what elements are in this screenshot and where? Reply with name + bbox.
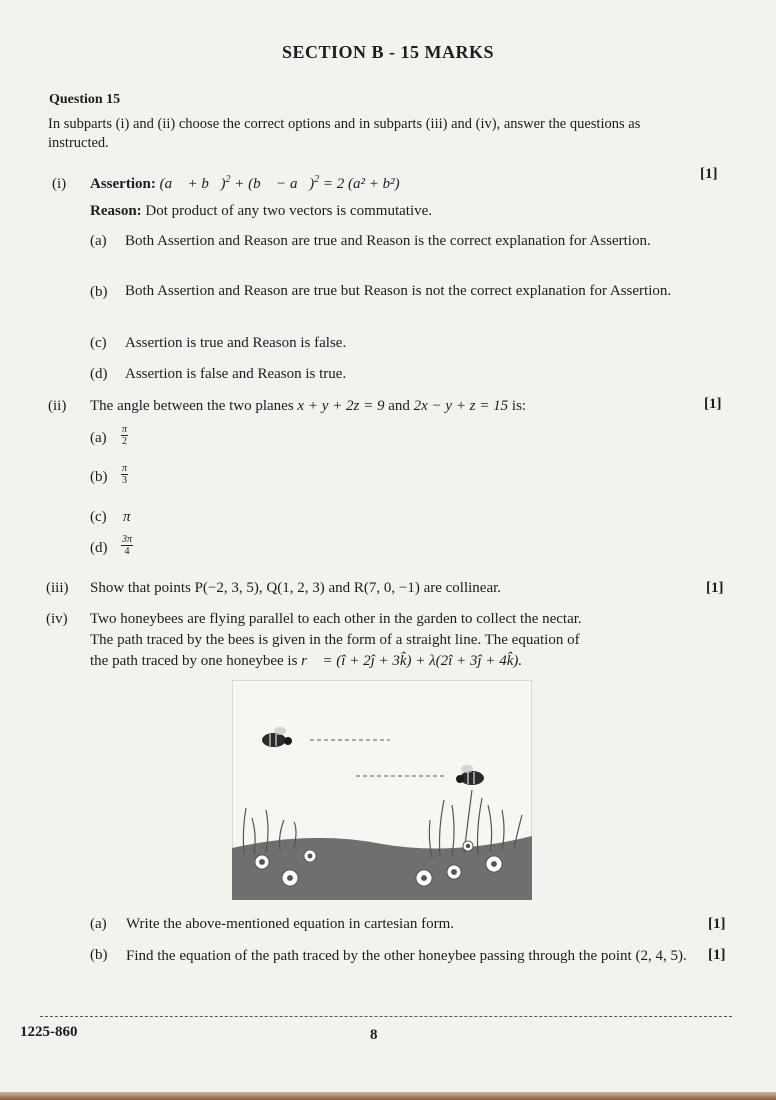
option-letter: (d) — [90, 540, 108, 556]
option-fraction: $\frac{\pi}{3}$ — [122, 463, 128, 486]
plane-1-equation: x + y + 2z = 9 — [297, 398, 385, 414]
option-letter: (b) — [90, 469, 108, 485]
part-iii-marks: [1] — [706, 580, 724, 596]
part-iv-text: the path traced by one honeybee is — [90, 653, 302, 669]
sub-b-marks: [1] — [708, 947, 726, 963]
assertion-rhs: = 2 (a² + b²) — [322, 176, 400, 192]
part-ii-marks: [1] — [704, 396, 722, 412]
part-ii-text: is: — [508, 398, 527, 414]
option-text: Assertion is true and Reason is false. — [125, 335, 347, 351]
part-ii-text: The angle between the two planes — [90, 398, 298, 414]
sub-b-letter: (b) — [90, 947, 108, 963]
page-edge — [0, 1092, 776, 1100]
option-text: Both Assertion and Reason are true and Reason is the correct explanation for Assertion. — [125, 233, 651, 249]
part-i-marks: [1] — [700, 166, 718, 182]
option-letter: (a) — [90, 233, 107, 249]
part-ii-question — [90, 396, 526, 416]
part-ii-number: (ii) — [48, 398, 67, 414]
option-text: Assertion is false and Reason is true. — [125, 366, 347, 382]
footer-divider — [40, 1016, 732, 1017]
reason-label: Reason: — [90, 203, 142, 219]
part-iv-line-1: Two honeybees are flying parallel to each other in the garden to collect the nectar. — [90, 611, 582, 627]
part-iv-number: (iv) — [46, 611, 68, 627]
part-iv-line-3 — [90, 651, 522, 671]
section-heading: SECTION B - 15 MARKS — [281, 42, 495, 62]
option-value: π — [123, 509, 131, 525]
assertion-lhs: (a⃗ + b⃗)$^2$ + (b⃗ − a⃗)$^2$ — [159, 174, 320, 192]
part-i-number: (i) — [52, 176, 67, 192]
option-letter: (b) — [90, 284, 108, 300]
part-iii-text: Show that points P(−2, 3, 5), Q(1, 2, 3) and R(7, 0, −1) are collinear. — [90, 580, 502, 596]
part-i-reason — [90, 201, 432, 221]
option-letter: (a) — [90, 430, 107, 446]
assertion-label: Assertion: — [90, 176, 156, 192]
option-letter: (c) — [90, 335, 107, 351]
option-fraction: $\frac{\pi}{2}$ — [122, 424, 128, 447]
part-iv-line-2: The path traced by the bees is given in the form of a straight line. The equation of — [90, 632, 580, 648]
reason-text: Dot product of any two vectors is commutative. — [145, 203, 433, 219]
part-ii-text: and — [384, 398, 414, 414]
page-number: 8 — [370, 1027, 378, 1043]
part-iii-number: (iii) — [46, 580, 69, 596]
sub-a-letter: (a) — [90, 916, 107, 932]
sub-a-text: Write the above-mentioned equation in cartesian form. — [126, 916, 455, 932]
sub-a-marks: [1] — [708, 916, 726, 932]
option-fraction: $\frac{3\pi}{4}$ — [122, 534, 133, 557]
option-text: Both Assertion and Reason are true but Reason is not the correct explanation for Assertion. — [125, 283, 672, 299]
part-i-assertion — [90, 170, 400, 194]
line-vector-equation: r⃗ = (î + 2ĵ + 3k̂) + λ(2î + 3ĵ + 4k̂). — [301, 653, 523, 669]
option-letter: (d) — [90, 366, 108, 382]
honeybee-illustration — [232, 680, 532, 900]
plane-2-equation: 2x − y + z = 15 — [413, 398, 509, 414]
question-instructions: In subparts (i) and (ii) choose the correct options and in subparts (iii) and (iv), answer the questions as instructed. — [48, 116, 641, 151]
sub-b-text: Find the equation of the path traced by the other honeybee passing through the point (2, 4, 5). — [126, 948, 687, 964]
option-letter: (c) — [90, 509, 107, 525]
paper-code: 1225-860 — [20, 1024, 78, 1040]
question-title: Question 15 — [49, 92, 121, 107]
